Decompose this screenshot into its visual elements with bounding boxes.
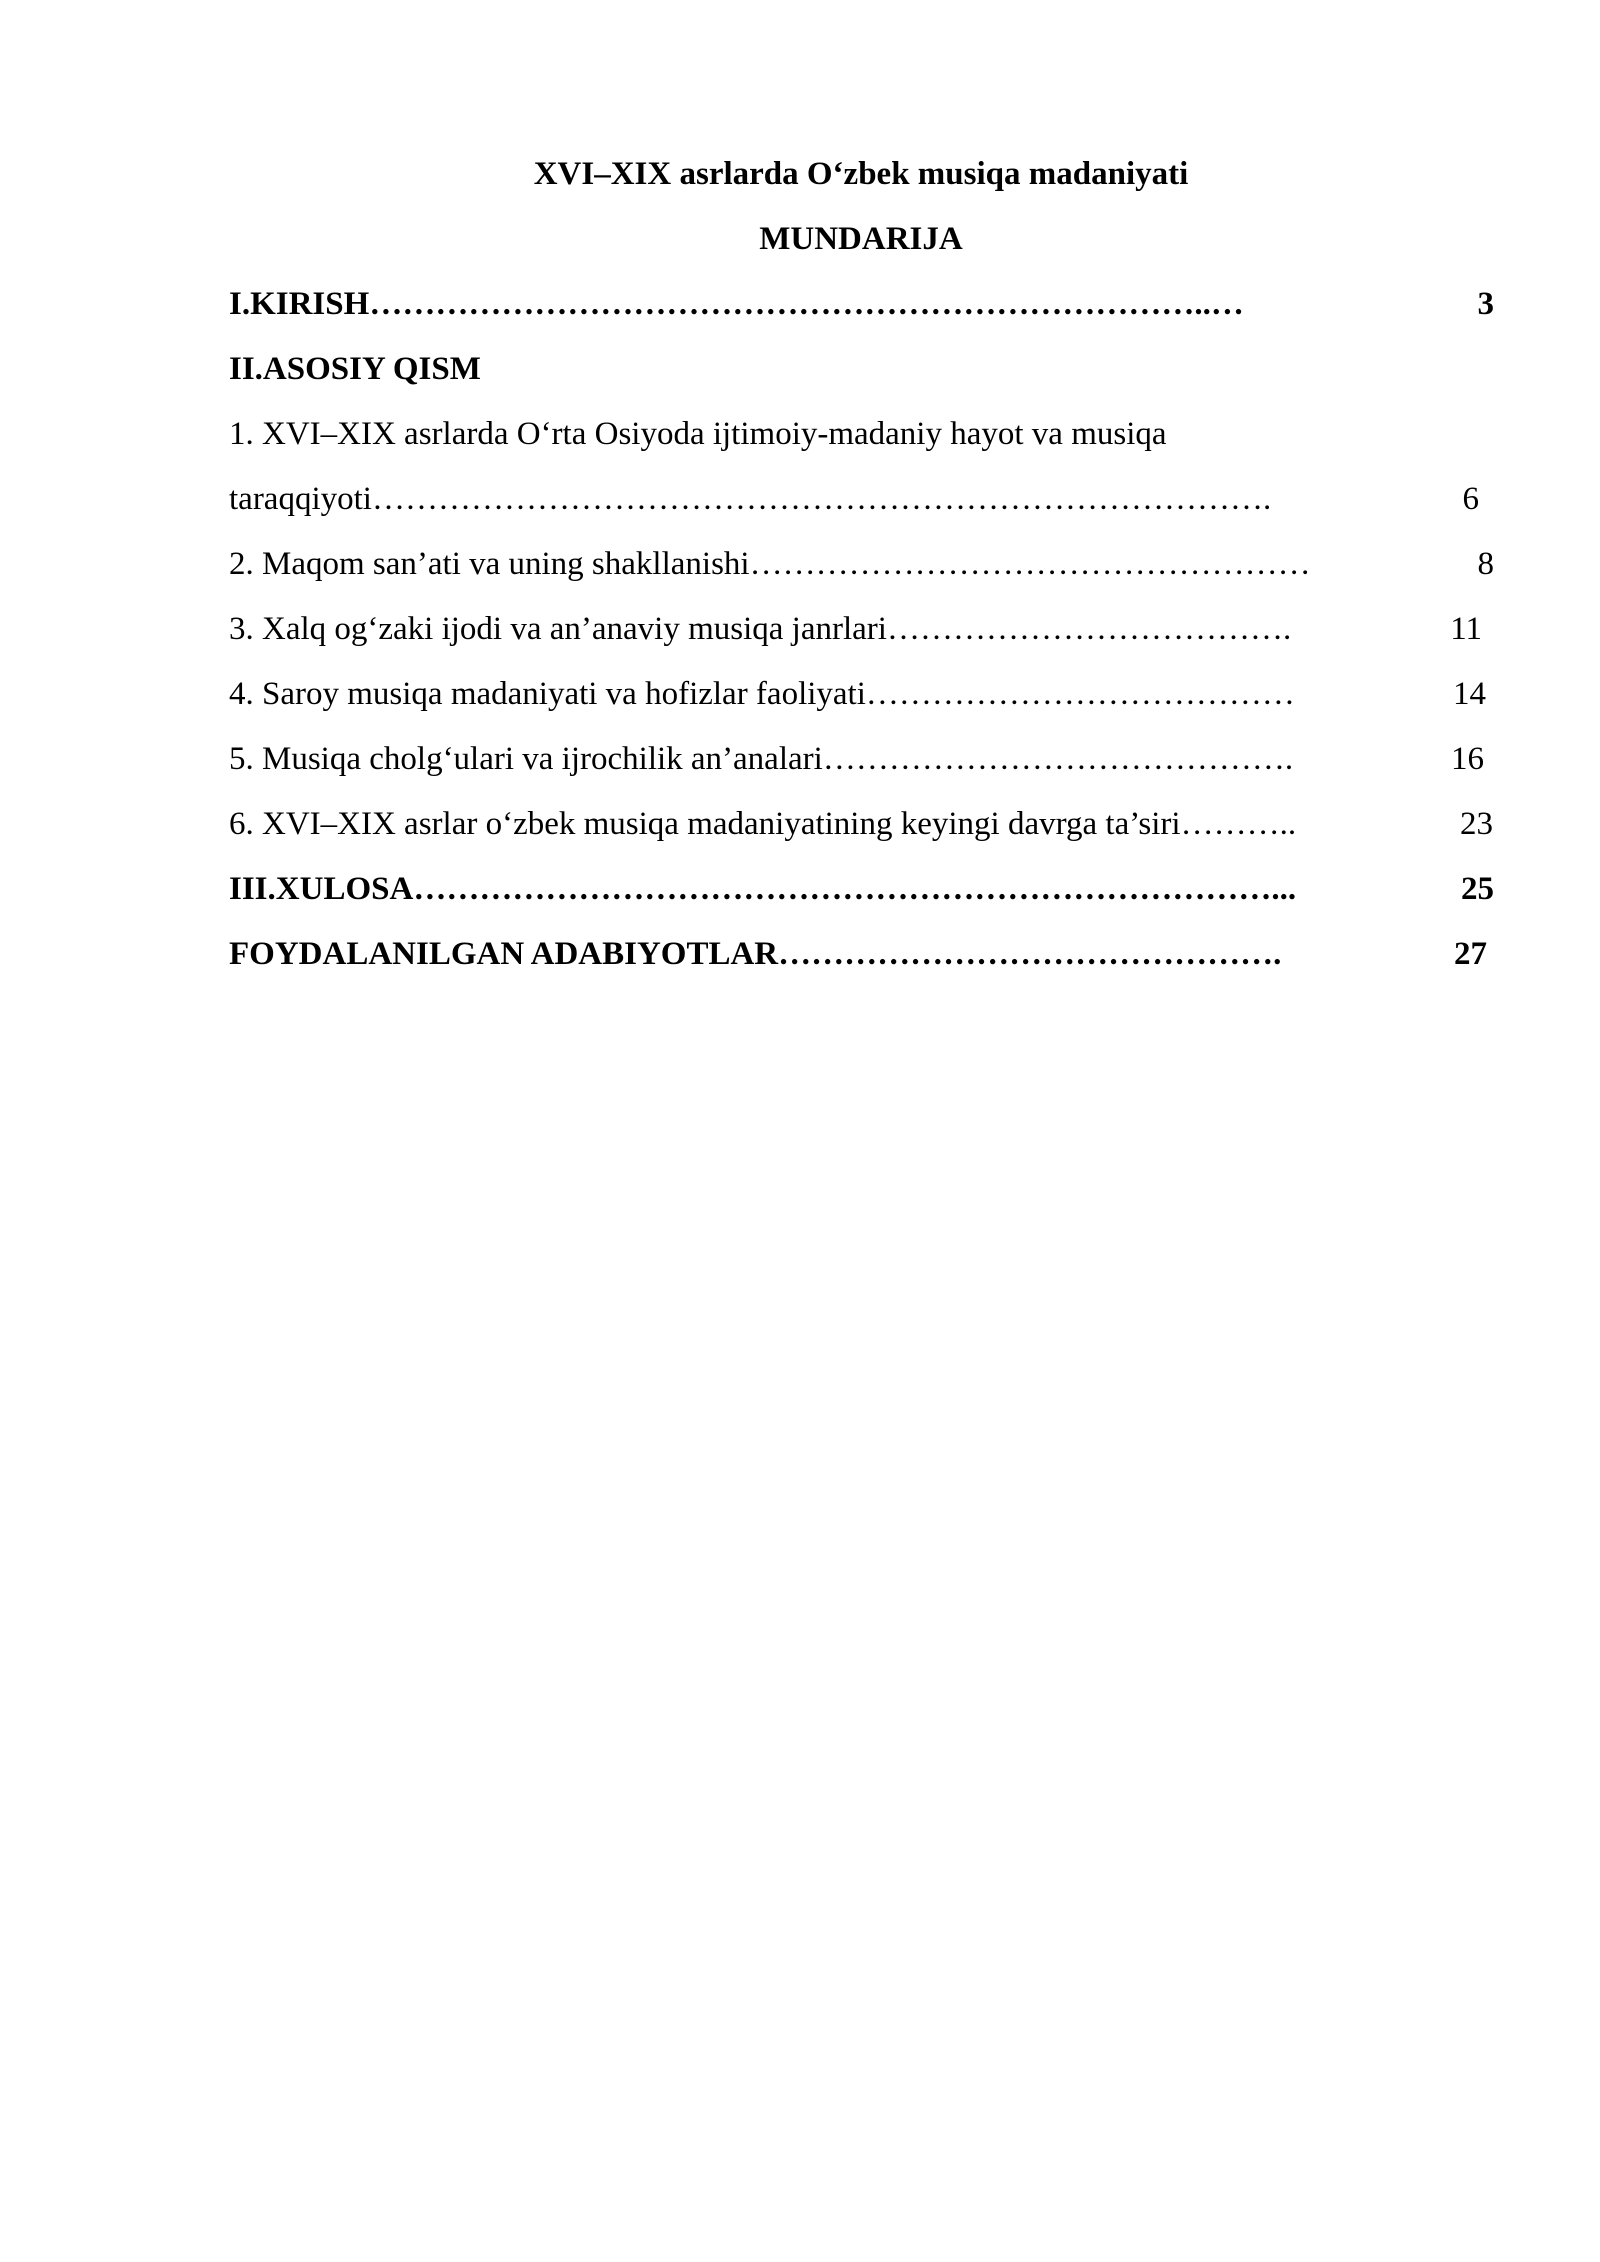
toc-page-number: 27 xyxy=(1454,936,1487,972)
toc-heading: MUNDARIJA xyxy=(759,221,963,257)
toc-page-number: 16 xyxy=(1451,741,1484,777)
toc-entry-label: III.XULOSA xyxy=(229,871,414,907)
toc-leader-dots: ………………………………… xyxy=(865,676,1295,712)
toc-page-number: 14 xyxy=(1453,676,1486,712)
toc-page-number: 6 xyxy=(1462,481,1479,517)
toc-page-number: 23 xyxy=(1460,806,1493,842)
toc-leader-dots: ……………………………………………………………………... xyxy=(413,871,1297,907)
toc-entry-label: 1. XVI–XIX asrlarda O‘rta Osiyoda ijtimoiy-madaniy hayot va musiqa xyxy=(229,416,1167,452)
toc-page-number: 25 xyxy=(1461,871,1494,907)
toc-entry-label: FOYDALANILGAN ADABIYOTLAR xyxy=(229,936,779,972)
toc-entry-label: 2. Maqom san’ati va uning shakllanishi xyxy=(229,546,750,582)
toc-entry-label: 5. Musiqa cholg‘ulari va ijrochilik an’analari xyxy=(229,741,823,777)
toc-page-number: 11 xyxy=(1450,611,1482,647)
toc-leader-dots: ……………………………………. xyxy=(822,741,1294,777)
toc-entry-label: 3. Xalq og‘zaki ijodi va an’anaviy musiqa janrlari xyxy=(229,611,887,647)
toc-leader-dots: ………………………………………………………………………. xyxy=(371,481,1272,517)
toc-leader-dots: ……….. xyxy=(1180,806,1297,842)
toc-page-number: 8 xyxy=(1477,546,1494,582)
toc-entry-asosiy-qism xyxy=(229,349,1494,389)
toc-entry-xulosa xyxy=(229,869,1494,909)
toc-entry-4 xyxy=(229,674,1486,714)
toc-leader-dots: ………………………………. xyxy=(886,611,1292,647)
toc-entry-6 xyxy=(229,804,1493,844)
toc-entry-label: 4. Saroy musiqa madaniyati va hofizlar faoliyati xyxy=(229,676,866,712)
toc-entry-kirish xyxy=(229,284,1494,324)
toc-leader-dots: ………………………………………. xyxy=(778,936,1282,972)
toc-entry-1-line1 xyxy=(229,414,1494,454)
toc-leader-dots: …………………………………………………………………..… xyxy=(369,286,1244,322)
toc-entry-1-line2 xyxy=(229,479,1479,519)
document-title: XVI–XIX asrlarda O‘zbek musiqa madaniyati xyxy=(533,156,1189,192)
toc-entry-5 xyxy=(229,739,1484,779)
toc-leader-dots: …………………………………………… xyxy=(749,546,1311,582)
toc-entry-label: I.KIRISH xyxy=(229,286,370,322)
toc-entry-label: II.ASOSIY QISM xyxy=(229,351,481,387)
toc-entry-label: taraqqiyoti xyxy=(229,481,372,517)
toc-entry-label: 6. XVI–XIX asrlar o‘zbek musiqa madaniyatining keyingi davrga ta’siri xyxy=(229,806,1181,842)
toc-entry-2 xyxy=(229,544,1494,584)
toc-entry-3 xyxy=(229,609,1482,649)
toc-page-number: 3 xyxy=(1477,286,1494,322)
toc-entry-adabiyotlar xyxy=(229,934,1487,974)
